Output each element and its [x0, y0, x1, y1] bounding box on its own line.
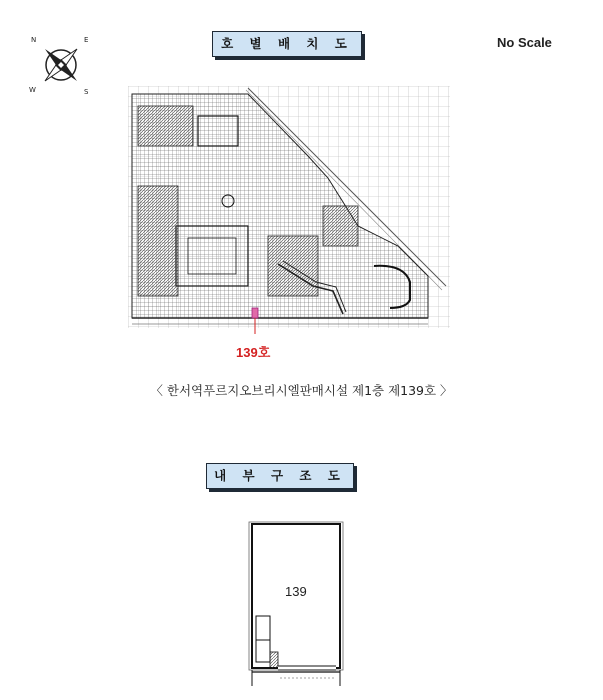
site-caption: 〈 한서역푸르지오브리시엘판매시설 제1층 제139호 〉 [150, 383, 453, 398]
location-plan-title: 호 별 배 치 도 [212, 31, 362, 57]
compass-west: W [29, 86, 36, 94]
compass-east: E [84, 36, 89, 44]
compass-south: S [84, 88, 89, 96]
floor-site-plan [128, 86, 450, 334]
unit-label: 139호 [236, 345, 271, 360]
unit-floor-plan [240, 520, 346, 686]
compass-rose-icon [26, 30, 96, 100]
interior-plan-title: 내 부 구 조 도 [206, 463, 354, 489]
unit-number: 139 [285, 584, 307, 599]
compass-north: N [31, 36, 37, 44]
unit-139-highlight [252, 308, 258, 318]
scale-note: No Scale [497, 35, 552, 50]
